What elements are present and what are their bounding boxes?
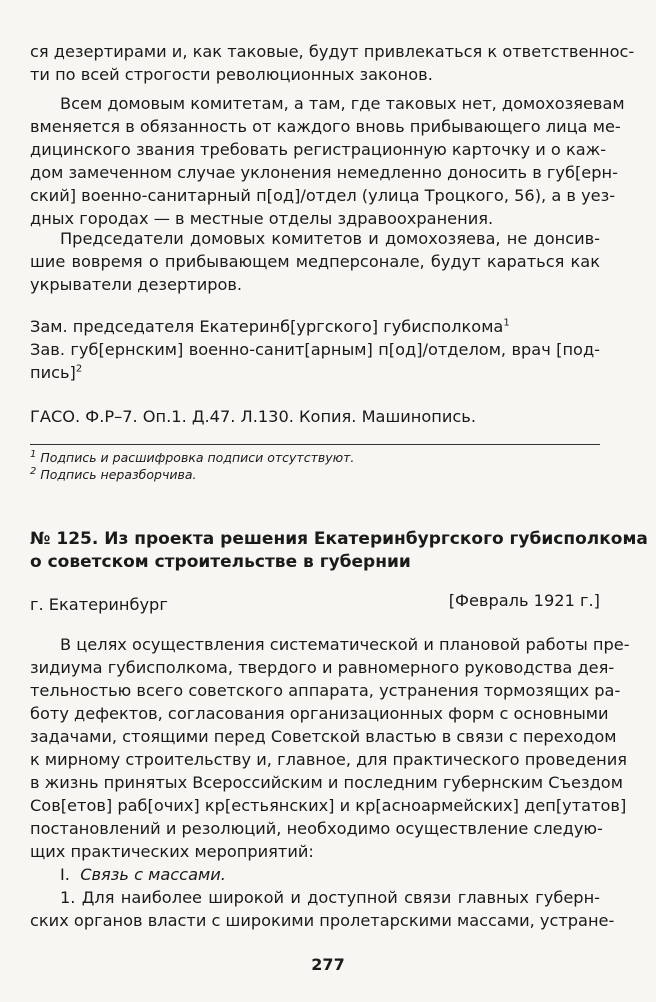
section-number: I.: [60, 865, 70, 884]
text-line: Сов[етов] раб[очих] кр[естьянских] и кр[асноармейских] деп[утатов]: [30, 796, 627, 815]
text-line: ских органов власти с широкими пролетарскими массами, устране-: [30, 911, 615, 930]
paragraph-house-committees: [30, 92, 625, 230]
page-number: 277: [311, 955, 345, 974]
text-line: дицинского звания требовать регистрационную карточку и о каж-: [30, 140, 607, 159]
text-line: зидиума губисполкома, твердого и равномерного руководства дея-: [30, 658, 615, 677]
footnote-divider: [30, 444, 600, 445]
text-line: вменяется в обязанность от каждого вновь прибывающего лица ме-: [30, 117, 621, 136]
text-line: боту дефектов, согласования организационных форм с основными: [30, 704, 609, 723]
footnote-2: $^2$ Подпись неразборчива.: [30, 465, 197, 482]
text-line: щих практических мероприятий:: [30, 842, 314, 861]
text-line: шие вовремя о прибывающем медперсонале, будут караться как: [30, 252, 600, 271]
signature-block: [30, 315, 600, 384]
paragraph-continuation: [30, 40, 635, 86]
section-title: Связь с массами.: [80, 865, 226, 884]
text-line: задачами, стоящими перед Советской властью в связи с переходом: [30, 727, 617, 746]
text-line: дных городах — в местные отделы здравоохранения.: [30, 209, 494, 228]
text-line: в жизнь принятых Всероссийским и последним губернским Съездом: [30, 773, 623, 792]
archive-reference: ГАСО. Ф.Р–7. Оп.1. Д.47. Л.130. Копия. Машинопись.: [30, 407, 476, 426]
paragraph-chairmen: [30, 227, 600, 296]
signature-line-1: Зам. председателя Екатеринб[ургского] губисполкома$^1$: [30, 317, 510, 336]
text-line: укрыватели дезертиров.: [30, 275, 243, 294]
text-line: дом замеченном случае уклонения немедленно доносить в губ[ерн-: [30, 163, 618, 182]
text-line: Всем домовым комитетам, а там, где таковых нет, домохозяевам: [60, 94, 625, 113]
signature-line-2: Зав. губ[ернским] военно-санит[арным] п[од]/отделом, врач [под-: [30, 340, 600, 359]
text-line: к мирному строительству и, главное, для практического проведения: [30, 750, 627, 769]
text-line: ский] военно-санитарный п[од]/отдел (улица Троцкого, 56), а в уез-: [30, 186, 616, 205]
text-line: постановлений и резолюций, необходимо осуществление следую-: [30, 819, 603, 838]
document-title: № 125. Из проекта решения Екатеринбургского губисполкома о советском строительстве в губернии: [30, 529, 648, 572]
text-line: В целях осуществления систематической и плановой работы пре-: [60, 635, 630, 654]
section-heading: [30, 863, 600, 886]
text-line: ти по всей строгости революционных законов.: [30, 65, 433, 84]
footnote-1: $^1$ Подпись и расшифровка подписи отсутствуют.: [30, 448, 355, 465]
date: [Февраль 1921 г.]: [448, 591, 600, 610]
text-line: тельностью всего советского аппарата, устранения тормозящих ра-: [30, 681, 621, 700]
paragraph-main: [30, 633, 630, 863]
text-line: 1. Для наиболее широкой и доступной связи главных губерн-: [60, 888, 600, 907]
text-line: Председатели домовых комитетов и домохозяева, не донсив-: [60, 229, 600, 248]
place: г. Екатеринбург: [30, 595, 168, 614]
paragraph-item-1: [30, 886, 615, 932]
signature-line-3: пись]$^2$: [30, 363, 83, 382]
text-line: ся дезертирами и, как таковые, будут привлекаться к ответственнос-: [30, 42, 635, 61]
